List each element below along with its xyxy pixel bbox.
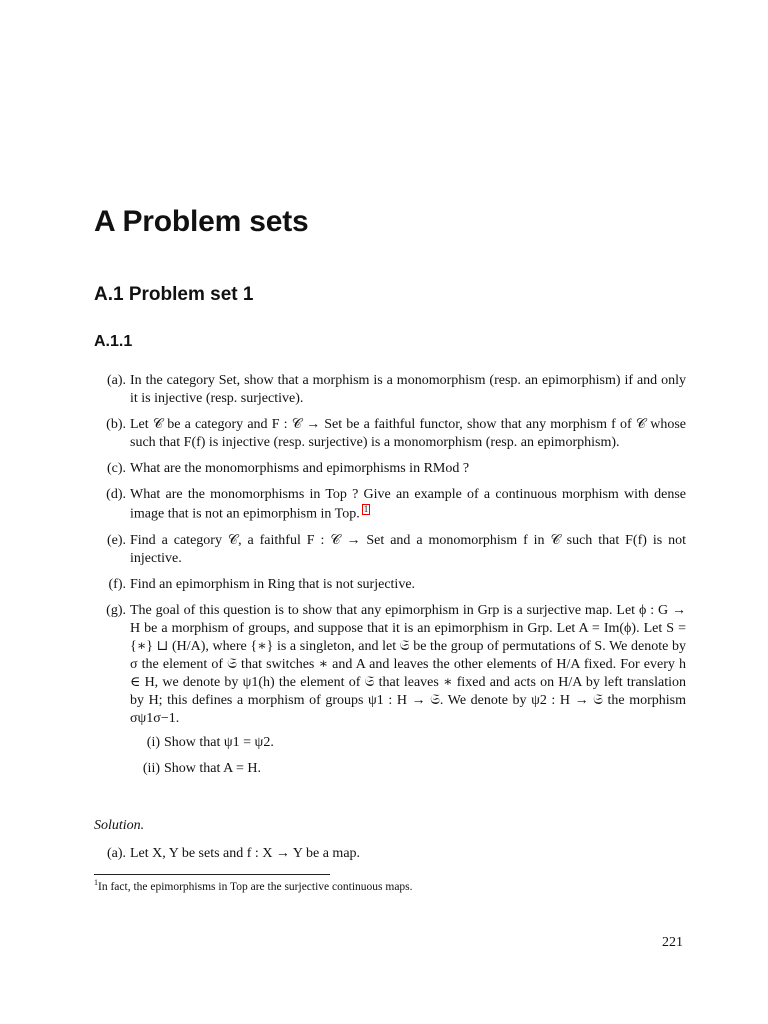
problem-item-g [94, 602, 686, 778]
item-label: (c). [106, 461, 126, 476]
problem-item-e [94, 532, 686, 568]
subsection-title: A.1.1 [94, 333, 133, 350]
sub-question-label: (i) [146, 734, 160, 750]
sub-question-ii [130, 760, 686, 778]
chapter-title: A Problem sets [94, 205, 309, 238]
item-label: (b). [106, 417, 126, 432]
page-number: 221 [662, 935, 683, 950]
item-label: (a). [106, 373, 126, 388]
item-label: (a). [106, 846, 126, 861]
footnote-link[interactable]: 1 [363, 504, 369, 514]
problem-item-f [94, 576, 686, 594]
item-text: Let 𝒞 be a category and F : 𝒞 → Set be a faithful functor, show that any morphism f of 𝒞 whose such that F(f) is injective (resp. surjective) is a monomorphism (resp. an epimorphism). [130, 417, 686, 450]
sub-question-label: (ii) [142, 760, 160, 776]
item-text: Find a category 𝒞, a faithful F : 𝒞 → Set and a monomorphism f in 𝒞 such that F(f) is not injective. [130, 532, 686, 566]
problem-list [94, 372, 686, 786]
item-label: (f). [108, 576, 126, 592]
item-label: (e). [106, 532, 126, 548]
sub-question-text: Show that ψ1 = ψ2. [164, 734, 274, 750]
section-title: A.1 Problem set 1 [94, 284, 254, 305]
problem-item-b [94, 416, 686, 452]
item-text: What are the monomorphisms and epimorphisms in RMod ? [130, 461, 470, 476]
footnote-text: In fact, the epimorphisms in Top are the surjective continuous maps. [98, 880, 413, 893]
item-label: (d). [106, 487, 126, 502]
footnote [94, 876, 413, 894]
item-text: The goal of this question is to show that any epimorphism in Grp is a surjective map. Let ϕ : G → H be a morphism of groups, and suppose that it is an epimorphism in Grp. Let A = Im(ϕ). Let S = {∗} ⊔ (H/A), where {∗} is a singleton, and let 𝔖 be the group of permutations of S. We denote by σ the element of 𝔖 that switches ∗ and A and leaves the other elements of H/A fixed. For every h ∈ H, we denote by ψ1(h) the element of 𝔖 that leaves ∗ fixed and acts on H/A by left translation by H; this defines a morphism of groups ψ1 : H → 𝔖. We denote by ψ2 : H → 𝔖 the morphism σψ1σ−1. [130, 602, 686, 726]
sub-question-i [130, 734, 686, 752]
problem-item-d [94, 486, 686, 524]
item-label: (g). [106, 602, 126, 618]
item-text: What are the monomorphisms in Top ? Give an example of a continuous morphism with dense image that is not an epimorphism in Top. [130, 487, 686, 522]
item-text: Let X, Y be sets and f : X → Y be a map. [130, 846, 361, 861]
sub-question-list [130, 734, 686, 778]
footnote-divider [94, 874, 330, 875]
sub-question-text: Show that A = H. [164, 760, 261, 776]
solution-label: Solution. [94, 818, 145, 833]
problem-item-c [94, 460, 686, 478]
problem-item-a [94, 372, 686, 408]
solution-list [94, 845, 686, 871]
item-text: In the category Set, show that a morphism is a monomorphism (resp. an epimorphism) if and only it is injective (resp. surjective). [130, 373, 686, 406]
item-text: Find an epimorphism in Ring that is not surjective. [130, 576, 416, 592]
solution-item-a [94, 845, 686, 863]
footnote-marker: 1 [94, 878, 98, 887]
